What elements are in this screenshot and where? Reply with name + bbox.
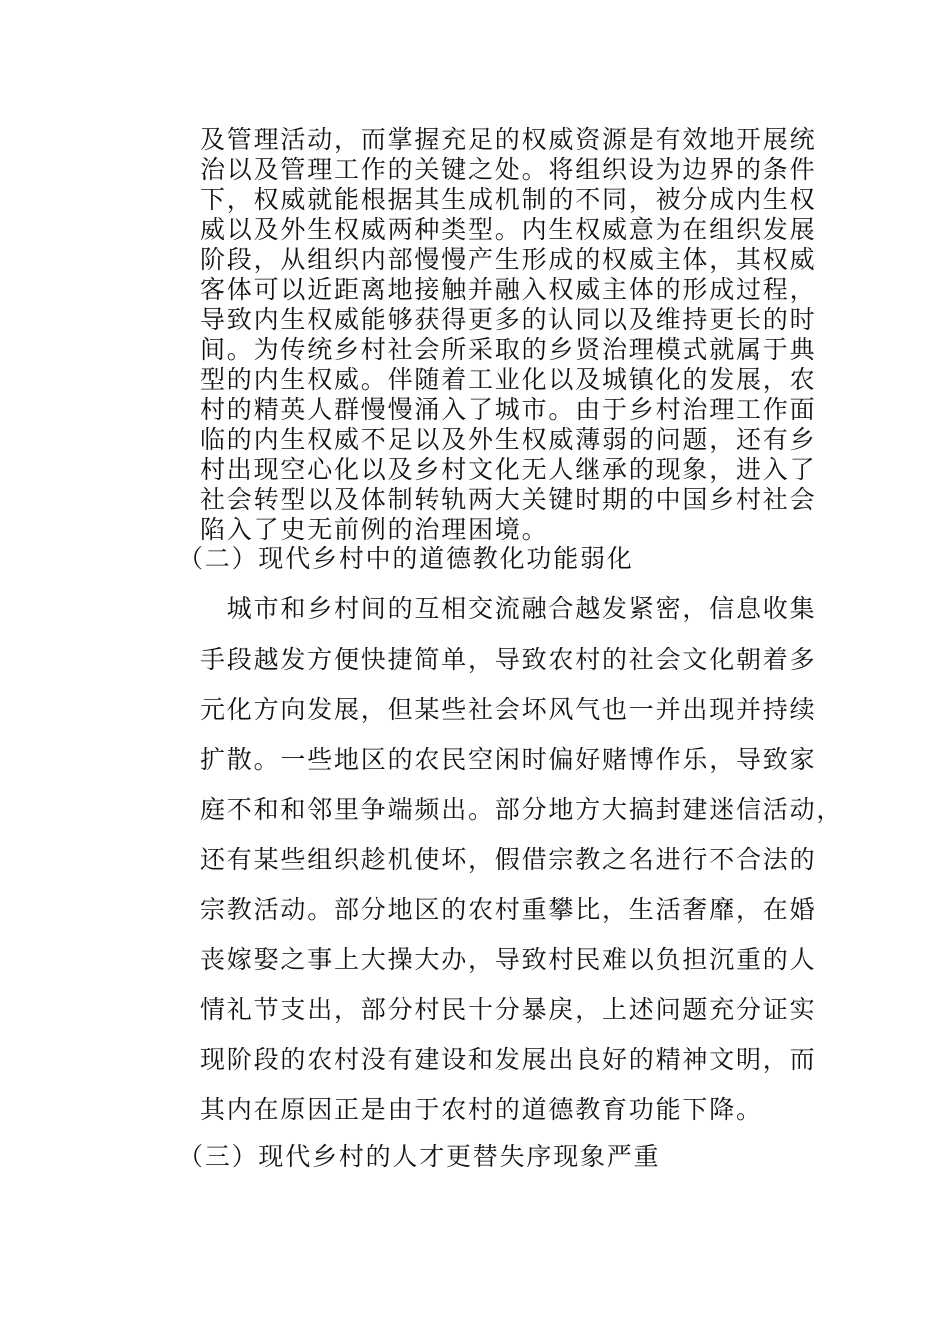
text-line: 治以及管理工作的关键之处。将组织设为边界的条件 (200, 155, 817, 184)
text-line: 现阶段的农村没有建设和发展出良好的精神文明，而 (200, 1045, 817, 1074)
section-heading-3: （三）现代乡村的人才更替失序现象严重 (178, 1142, 661, 1171)
text-line: 社会转型以及体制转轨两大关键时期的中国乡村社会 (200, 485, 817, 514)
text-line: 庭不和和邻里争端频出。部分地方大搞封建迷信活动， (200, 795, 844, 824)
text-line: 村的精英人群慢慢涌入了城市。由于乡村治理工作面 (200, 395, 817, 424)
text-line: 村出现空心化以及乡村文化无人继承的现象，进入了 (200, 455, 817, 484)
text-line: 威以及外生权威两种类型。内生权威意为在组织发展 (200, 215, 817, 244)
text-line: 型的内生权威。伴随着工业化以及城镇化的发展，农 (200, 365, 817, 394)
text-line: 导致内生权威能够获得更多的认同以及维持更长的时 (200, 305, 817, 334)
text-line: 还有某些组织趁机使坏，假借宗教之名进行不合法的 (200, 845, 817, 874)
text-line: 及管理活动，而掌握充足的权威资源是有效地开展统 (200, 125, 817, 154)
text-line: 扩散。一些地区的农民空闲时偏好赌博作乐，导致家 (200, 745, 817, 774)
text-line: 城市和乡村间的互相交流融合越发紧密，信息收集 (200, 594, 817, 623)
text-line: 情礼节支出，部分村民十分暴戾，上述问题充分证实 (200, 995, 817, 1024)
text-line: 元化方向发展，但某些社会坏风气也一并出现并持续 (200, 695, 817, 724)
text-line: 手段越发方便快捷简单，导致农村的社会文化朝着多 (200, 645, 817, 674)
section-heading-2: （二）现代乡村中的道德教化功能弱化 (178, 544, 634, 573)
text-line: 宗教活动。部分地区的农村重攀比，生活奢靡，在婚 (200, 895, 817, 924)
text-line: 临的内生权威不足以及外生权威薄弱的问题，还有乡 (200, 425, 817, 454)
text-line: 其内在原因正是由于农村的道德教育功能下降。 (200, 1095, 763, 1124)
text-line: 阶段，从组织内部慢慢产生形成的权威主体，其权威 (200, 245, 817, 274)
text-line: 陷入了史无前例的治理困境。 (200, 515, 549, 544)
text-line: 丧嫁娶之事上大操大办，导致村民难以负担沉重的人 (200, 945, 817, 974)
text-line: 客体可以近距离地接触并融入权威主体的形成过程， (200, 275, 817, 304)
text-line: 间。为传统乡村社会所采取的乡贤治理模式就属于典 (200, 335, 817, 364)
text-line: 下，权威就能根据其生成机制的不同，被分成内生权 (200, 185, 817, 214)
